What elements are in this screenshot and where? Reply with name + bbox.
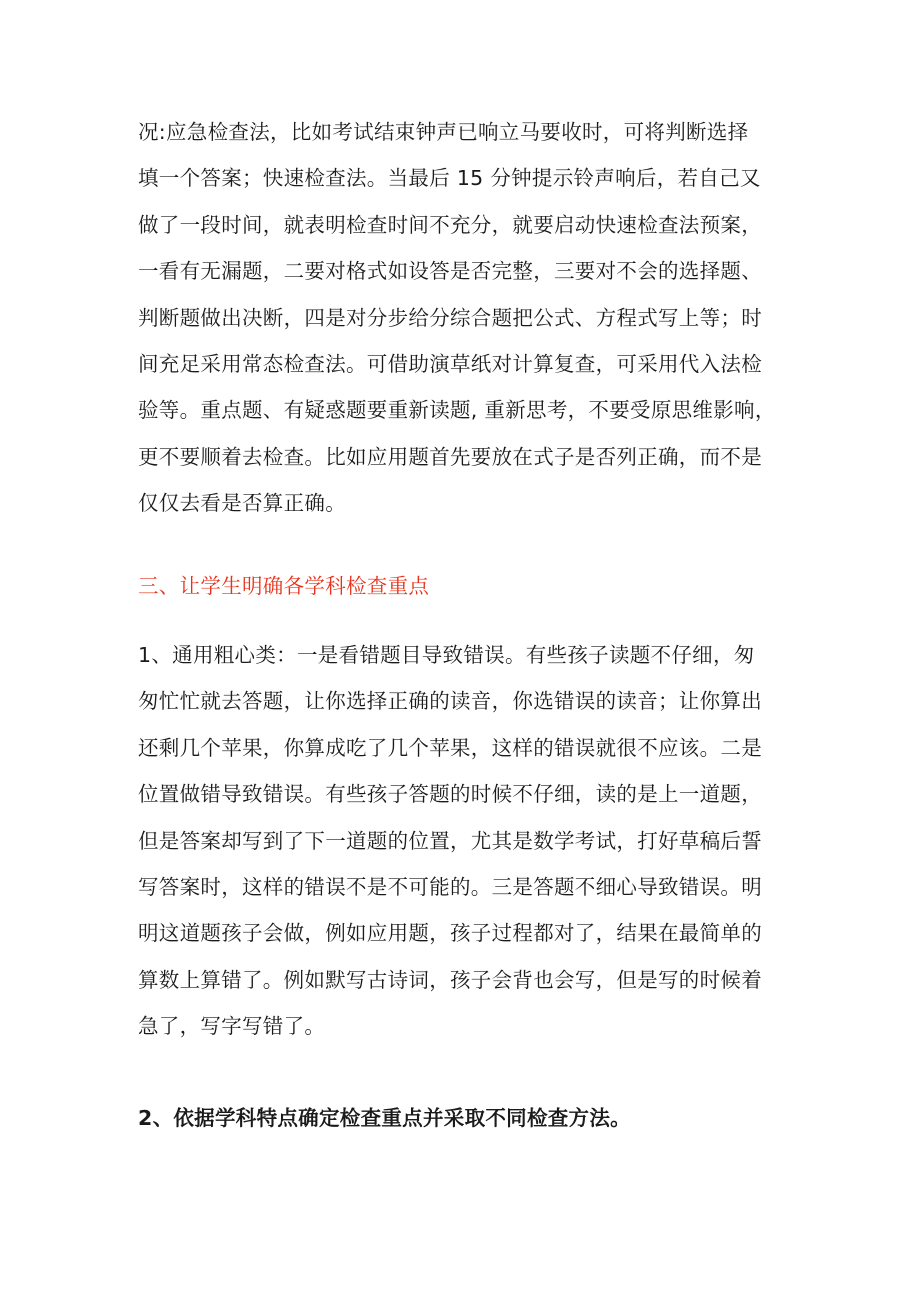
text-line: 判断题做出决断，四是对分步给分综合题把公式、方程式写上等；时: [138, 305, 762, 330]
section-heading-text: 三、让学生明确各学科检查重点: [138, 574, 430, 598]
text-line: 验等。重点题、有疑惑题要重新读题, 重新思考，不要受原思维影响，: [138, 398, 776, 423]
text-line: 更不要顺着去检查。比如应用题首先要放在式子是否列正确，而不是: [138, 444, 762, 469]
text-line: 1、通用粗心类：一是看错题目导致错误。有些孩子读题不仔细，匆: [138, 643, 755, 667]
text-line: 但是答案却写到了下一道题的位置，尤其是数学考试，打好草稿后誓: [138, 828, 762, 853]
paragraph-inspection-methods: [138, 109, 798, 527]
text-line: 间充足采用常态检查法。可借助演草纸对计算复查，可采用代入法检: [138, 351, 762, 376]
paragraph-careless-mistakes: [138, 632, 798, 1050]
text-line: 位置做错导致错误。有些孩子答题的时候不仔细，读的是上一道题，: [138, 782, 762, 807]
text-line: 仅仅去看是否算正确。: [138, 491, 346, 516]
text-line: 算数上算错了。例如默写古诗词，孩子会背也会写，但是写的时候着: [138, 967, 762, 992]
text-line: 匆忙忙就去答题，让你选择正确的读音，你选错误的读音；让你算出: [138, 689, 762, 714]
text-line: 填一个答案；快速检查法。当最后 15 分钟提示铃声响后，若自己又: [138, 166, 761, 191]
text-line: 明这道题孩子会做，例如应用题，孩子过程都对了，结果在最简单的: [138, 921, 762, 946]
text-line: 急了，写字写错了。: [138, 1014, 326, 1039]
text-line: 做了一段时间，就表明检查时间不充分，就要启动快速检查法预案，: [138, 212, 762, 237]
subheading: [138, 1095, 798, 1141]
text-line: 一看有无漏题，二要对格式如设答是否完整，三要对不会的选择题、: [138, 259, 762, 284]
subheading-text: 2、依据学科特点确定检查重点并采取不同检查方法。: [138, 1106, 631, 1130]
text-line: 还剩几个苹果，你算成吃了几个苹果，这样的错误就很不应该。二是: [138, 735, 762, 760]
section-heading: [138, 563, 798, 609]
text-line: 写答案时，这样的错误不是不可能的。三是答题不细心导致错误。明: [138, 874, 762, 899]
text-line: 况:应急检查法，比如考试结束钟声已响立马要收时，可将判断选择: [138, 120, 749, 144]
